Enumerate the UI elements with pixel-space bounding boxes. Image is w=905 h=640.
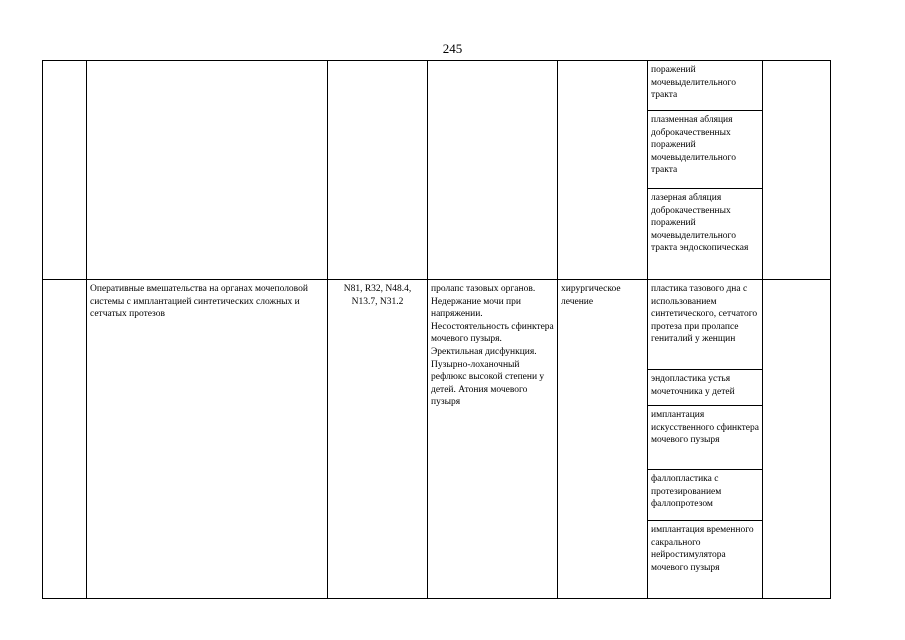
method-cell: имплантация временного сакрального нейростимулятора мочевого пузыря: [648, 521, 763, 599]
method-cell: эндопластика устья мочеточника у детей: [648, 370, 763, 406]
method-cell: поражений мочевыделительного тракта: [648, 61, 763, 111]
number-cell: [43, 280, 87, 599]
intervention-cell: Оперативные вмешательства на органах мочеполовой системы с имплантацией синтетических сложных и сетчатых протезов: [87, 280, 328, 599]
page-number: 245: [442, 41, 463, 56]
intervention-cell: [87, 61, 328, 280]
method-cell: имплантация искусственного сфинктера мочевого пузыря: [648, 406, 763, 470]
codes-cell: [328, 61, 428, 280]
method-cell: лазерная абляция доброкачественных поражений мочевыделительного тракта эндоскопическая: [648, 189, 763, 280]
treatment-type-cell: [558, 61, 648, 280]
treatment-table: [42, 60, 831, 599]
table-row: [43, 61, 831, 111]
number-cell: [43, 61, 87, 280]
conditions-cell: пролапс тазовых органов. Недержание мочи при напряжении. Несостоятельность сфинктера мочевого пузыря. Эректильная дисфункция. Пузырно-лоханочный рефлюкс высокой степени у детей. Атония мочевого пузыря: [428, 280, 558, 599]
method-cell: фаллопластика с протезированием фаллопротезом: [648, 470, 763, 521]
price-cell: [763, 280, 831, 599]
conditions-cell: [428, 61, 558, 280]
table-row: [43, 280, 831, 370]
method-cell: плазменная абляция доброкачественных поражений мочевыделительного тракта: [648, 111, 763, 189]
price-cell: [763, 61, 831, 280]
codes-cell: N81, R32, N48.4, N13.7, N31.2: [328, 280, 428, 599]
method-cell: пластика тазового дна с использованием синтетического, сетчатого протеза при пролапсе гениталий у женщин: [648, 280, 763, 370]
treatment-type-cell: хирургическое лечение: [558, 280, 648, 599]
